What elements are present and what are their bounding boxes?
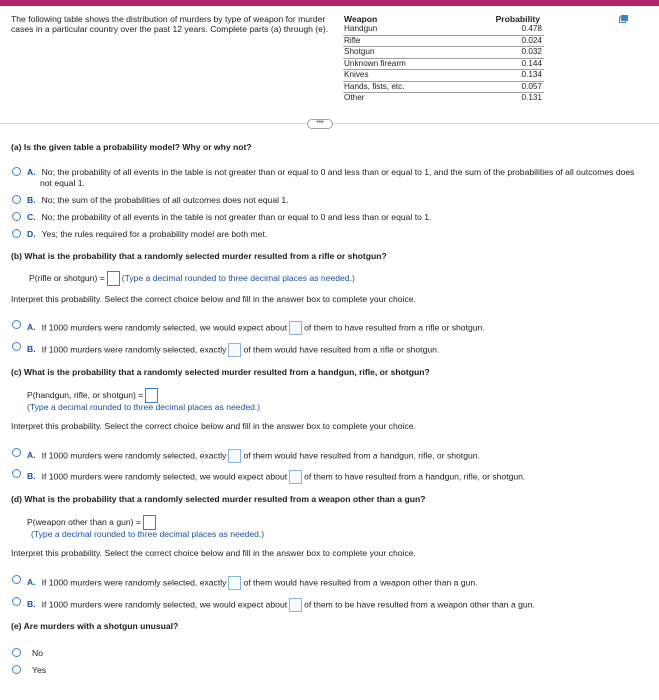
answer-box-d-a[interactable] <box>228 576 241 590</box>
option-letter: A. <box>27 167 36 177</box>
option-a-b <box>27 195 289 205</box>
part-a-question: (a) Is the given table a probability model? Why or why not? <box>11 142 252 152</box>
weapon-cell: Handgun <box>343 24 479 35</box>
option-b-a <box>27 321 485 335</box>
weapon-cell: Unknown firearm <box>343 58 479 70</box>
option-b-b <box>27 343 439 357</box>
answer-box-b-a[interactable] <box>289 321 302 335</box>
answer-box-c-b[interactable] <box>289 470 302 484</box>
option-text: No; the probability of all events in the table is not greater than or equal to 0 and less than or equal to 1. <box>41 212 432 222</box>
radio-b-option-a[interactable] <box>12 320 21 329</box>
option-d-a <box>27 576 478 590</box>
option-text: If 1000 murders were randomly selected, exactly <box>41 344 227 355</box>
option-letter: C. <box>27 212 36 222</box>
part-c-probability-row <box>27 388 160 403</box>
probability-cell: 0.134 <box>479 70 544 82</box>
problem-intro: The following table shows the distribution of murders by type of weapon for murder cases in a particular country over the past 12 years. Complete parts (a) through (e). <box>11 14 329 34</box>
weapon-cell: Shotgun <box>343 47 479 59</box>
weapon-probability-table <box>343 13 544 104</box>
weapon-cell: Knives <box>343 70 479 82</box>
probability-cell: 0.032 <box>479 47 544 59</box>
prob-label: P(weapon other than a gun) = <box>27 516 141 527</box>
table-row <box>343 35 544 47</box>
part-d-question: (d) What is the probability that a randomly selected murder resulted from a weapon other than a gun? <box>11 494 426 504</box>
part-d-hint: (Type a decimal rounded to three decimal places as needed.) <box>31 529 265 539</box>
probability-cell: 0.144 <box>479 58 544 70</box>
table-row <box>343 58 544 70</box>
part-e-question: (e) Are murders with a shotgun unusual? <box>11 621 179 631</box>
radio-a-option-d[interactable] <box>12 229 21 238</box>
weapon-cell: Other <box>344 93 365 103</box>
option-text: If 1000 murders were randomly selected, we would expect about <box>41 471 288 482</box>
table-row <box>343 47 544 59</box>
option-text: If 1000 murders were randomly selected, we would expect about <box>41 599 288 610</box>
part-c-interpret: Interpret this probability. Select the correct choice below and fill in the answer box to complete your choice. <box>11 421 416 431</box>
answer-box-c-a[interactable] <box>228 449 241 463</box>
option-text: No; the probability of all events in the table is not greater than or equal to 0 and less than or equal to 1, and the sum of the probabilities of all outcomes does <box>41 167 635 177</box>
weapon-cell: Hands, fists, etc. <box>343 81 479 93</box>
answer-box-b-b[interactable] <box>228 343 241 357</box>
answer-box-d-b[interactable] <box>289 598 302 612</box>
option-letter: A. <box>27 450 36 461</box>
answer-box-b[interactable] <box>107 271 120 286</box>
option-e-no: No <box>32 648 43 658</box>
option-text-post: of them to have resulted from a handgun, rifle, or shotgun. <box>304 471 526 482</box>
probability-cell: 0.478 <box>479 24 544 35</box>
option-text-post: of them would have resulted from a rifle or shotgun. <box>243 344 440 355</box>
option-text: If 1000 murders were randomly selected, we would expect about <box>41 322 288 333</box>
option-text: If 1000 murders were randomly selected, exactly <box>41 577 227 588</box>
part-d-probability-row <box>27 515 158 530</box>
option-e-yes: Yes <box>32 665 47 675</box>
prob-label: P(handgun, rifle, or shotgun) = <box>27 389 144 400</box>
option-a-c <box>27 212 431 222</box>
option-a-d <box>27 229 267 239</box>
radio-b-option-b[interactable] <box>12 342 21 351</box>
weapon-cell: Rifle <box>343 35 479 47</box>
option-letter: A. <box>27 322 36 333</box>
option-letter: B. <box>27 344 36 355</box>
option-c-b <box>27 470 525 484</box>
probability-cell: 0.131 <box>521 93 542 103</box>
probability-cell: 0.057 <box>479 81 544 93</box>
table-row <box>343 93 544 104</box>
hint-text: (Type a decimal rounded to three decimal places as needed.) <box>121 272 355 283</box>
option-letter: D. <box>27 229 36 239</box>
radio-a-option-a[interactable] <box>12 167 21 176</box>
part-b-probability-row <box>29 271 355 286</box>
option-text: If 1000 murders were randomly selected, exactly <box>41 450 227 461</box>
option-text-post: of them would have resulted from a handgun, rifle, or shotgun. <box>243 450 480 461</box>
part-c-question: (c) What is the probability that a randomly selected murder resulted from a handgun, rifle, or shotgun? <box>11 367 430 377</box>
radio-a-option-b[interactable] <box>12 195 21 204</box>
radio-a-option-c[interactable] <box>12 212 21 221</box>
option-text-post: of them to have resulted from a rifle or shotgun. <box>304 322 485 333</box>
copy-table-icon[interactable] <box>619 15 628 23</box>
table-header-probability: Probability <box>495 13 540 24</box>
table-row <box>343 70 544 82</box>
table-header-weapon: Weapon <box>344 13 378 24</box>
part-d-interpret: Interpret this probability. Select the correct choice below and fill in the answer box to complete your choice. <box>11 548 416 558</box>
radio-e-no[interactable] <box>12 648 21 657</box>
option-letter: B. <box>27 195 36 205</box>
table-row <box>343 24 544 35</box>
answer-box-c[interactable] <box>145 388 158 403</box>
part-c-hint: (Type a decimal rounded to three decimal places as needed.) <box>27 402 261 412</box>
option-letter: B. <box>27 599 36 610</box>
top-accent-bar <box>0 0 659 6</box>
option-text-post: of them to be have resulted from a weapon other than a gun. <box>304 599 535 610</box>
option-text-post: of them would have resulted from a weapon other than a gun. <box>243 577 478 588</box>
option-letter: A. <box>27 577 36 588</box>
option-d-b <box>27 598 535 612</box>
radio-d-option-a[interactable] <box>12 575 21 584</box>
option-text: No; the sum of the probabilities of all outcomes does not equal 1. <box>41 195 289 205</box>
radio-d-option-b[interactable] <box>12 597 21 606</box>
part-b-interpret: Interpret this probability. Select the correct choice below and fill in the answer box to complete your choice. <box>11 294 416 304</box>
expand-more-button[interactable]: ••• <box>307 119 333 129</box>
answer-box-d[interactable] <box>143 515 156 530</box>
option-a-a <box>27 167 634 177</box>
prob-label: P(rifle or shotgun) = <box>29 272 105 283</box>
part-b-question: (b) What is the probability that a randomly selected murder resulted from a rifle or shotgun? <box>11 251 387 261</box>
radio-c-option-a[interactable] <box>12 448 21 457</box>
option-text: Yes; the rules required for a probability model are both met. <box>41 229 268 239</box>
probability-cell: 0.024 <box>479 35 544 47</box>
radio-e-yes[interactable] <box>12 665 21 674</box>
option-letter: B. <box>27 471 36 482</box>
table-row <box>343 81 544 93</box>
radio-c-option-b[interactable] <box>12 469 21 478</box>
option-a-a-continued: not equal 1. <box>40 178 85 188</box>
option-c-a <box>27 449 480 463</box>
